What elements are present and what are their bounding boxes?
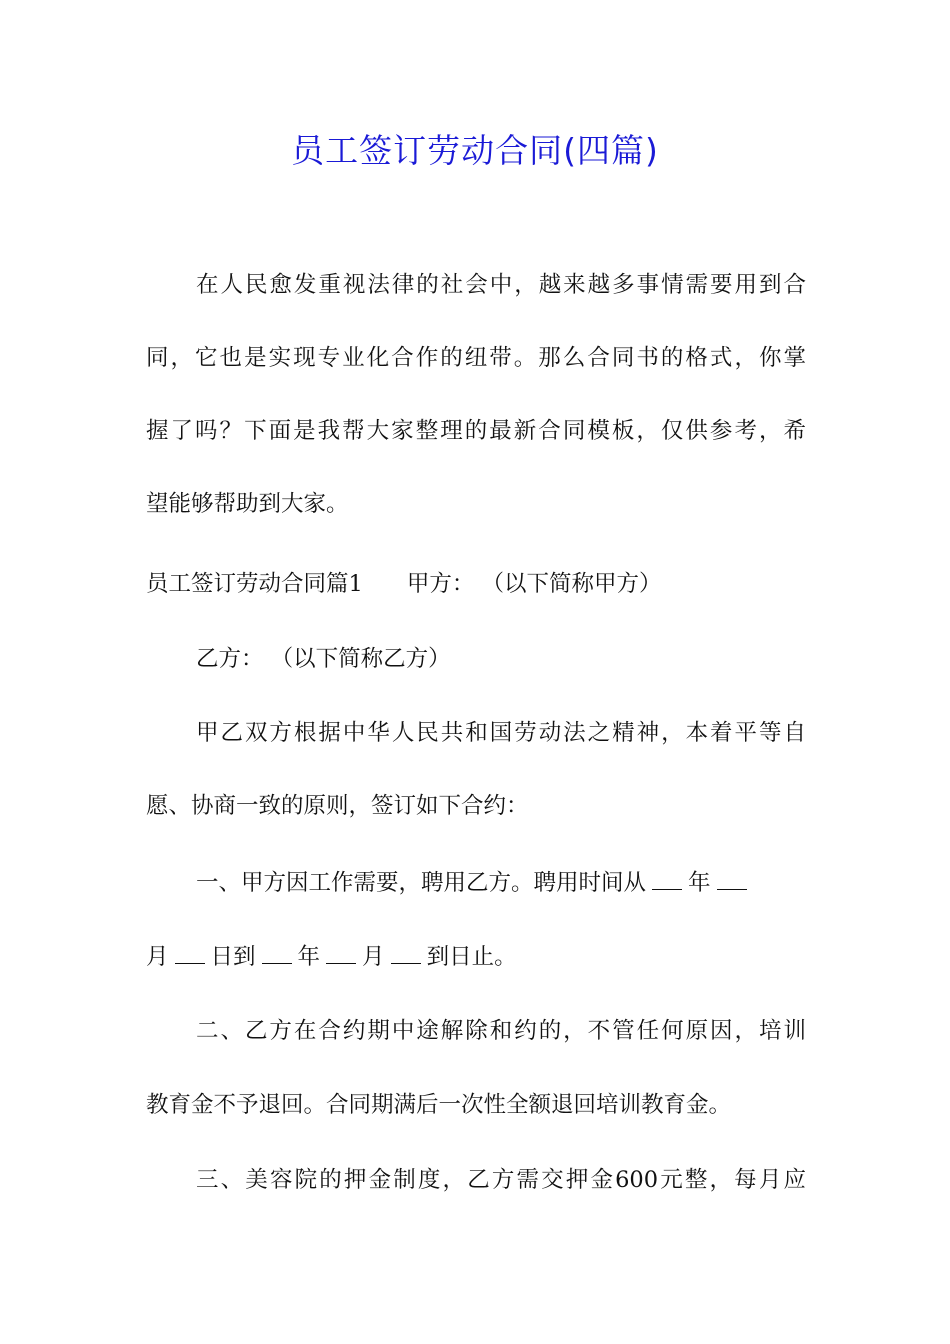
paragraph-line: 三、美容院的押金制度，乙方需交押金600元整，每月应 [196,1167,806,1193]
blank-field [391,945,421,964]
term-line-2 [146,940,806,974]
document-title: 员工签订劳动合同(四篇) [291,131,659,170]
blank-field [652,871,682,890]
term-unit: 月 [362,944,385,970]
term-text: 到日止。 [426,944,517,970]
paragraph-line: 二、乙方在合约期中途解除和约的，不管任何原因，培训 [196,1018,806,1044]
term-line-1 [196,866,806,900]
paragraph-line: 握了吗？下面是我帮大家整理的最新合同模板，仅供参考，希 [146,418,806,444]
party-b-label: 乙方： （以下简称乙方） [196,646,451,672]
section-heading: 员工签订劳动合同篇1 [146,571,363,597]
section-heading-line [146,567,806,601]
party-a-label: 甲方： （以下简称甲方） [406,571,662,597]
paragraph-line: 愿、协商一致的原则，签订如下合约： [146,793,529,819]
paragraph-line: 同，它也是实现专业化合作的纽带。那么合同书的格式，你掌 [146,345,806,371]
blank-field [262,945,292,964]
term-unit: 月 [146,944,169,970]
term-unit: 日到 [210,944,256,970]
term-unit: 年 [297,944,321,970]
term-unit: 年 [688,870,711,896]
paragraph-line: 教育金不予退回。合同期满后一次性全额退回培训教育金。 [146,1092,732,1118]
term-text: 一、甲方因工作需要，聘用乙方。聘用时间从 [196,870,647,896]
blank-field [717,871,747,890]
paragraph-line: 甲乙双方根据中华人民共和国劳动法之精神，本着平等自 [196,720,806,746]
blank-field [326,945,356,964]
blank-field [175,945,205,964]
paragraph-line: 望能够帮助到大家。 [146,491,349,517]
paragraph-line: 在人民愈发重视法律的社会中，越来越多事情需要用到合 [196,272,806,298]
